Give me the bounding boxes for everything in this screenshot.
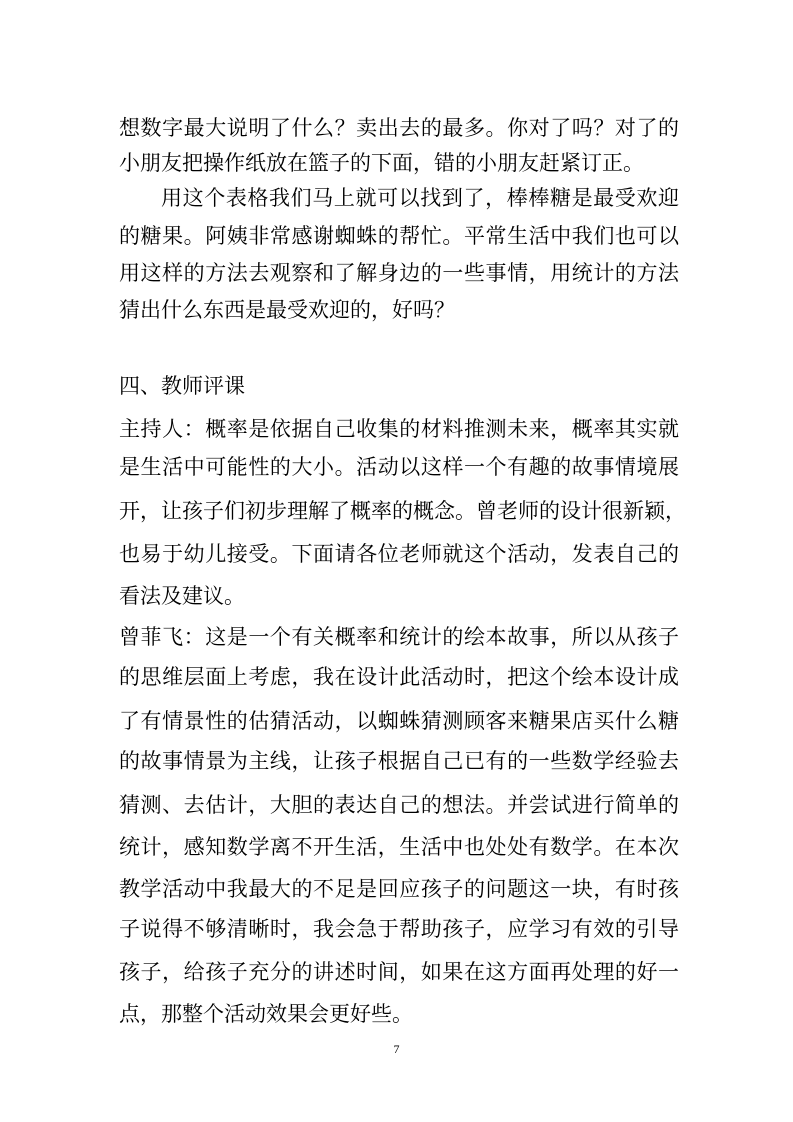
text-line: 的故事情景为主线，让孩子根据自己已有的一些数学经验去 (119, 749, 679, 773)
text-line: 用这个表格我们马上就可以找到了，棒棒糖是最受欢迎 (161, 186, 679, 210)
text-line: 曾菲飞：这是一个有关概率和统计的绘本故事，所以从孩子 (119, 625, 679, 649)
text-line: 用这样的方法去观察和了解身边的一些事情，用统计的方法 (119, 261, 679, 285)
text-line: 统计，感知数学离不开生活，生活中也处处有数学。在本次 (119, 835, 679, 859)
text-line: 主持人：概率是依据自己收集的材料推测未来，概率其实就 (119, 417, 679, 441)
text-line: 猜测、去估计，大胆的表达自己的想法。并尝试进行简单的 (119, 793, 679, 817)
section-heading: 四、教师评课 (119, 374, 245, 398)
text-line: 猜出什么东西是最受欢迎的，好吗？ (119, 298, 455, 322)
text-line: 了有情景性的估猜活动，以蜘蛛猜测顾客来糖果店买什么糖 (119, 709, 679, 733)
text-line: 是生活中可能性的大小。活动以这样一个有趣的故事情境展 (119, 455, 679, 479)
text-line: 想数字最大说明了什么？卖出去的最多。你对了吗？对了的 (119, 116, 679, 140)
text-line: 小朋友把操作纸放在篮子的下面，错的小朋友赶紧订正。 (119, 151, 644, 175)
text-line: 也易于幼儿接受。下面请各位老师就这个活动，发表自己的 (119, 542, 679, 566)
text-line: 教学活动中我最大的不足是回应孩子的问题这一块，有时孩 (119, 877, 679, 901)
text-line: 看法及建议。 (119, 584, 245, 608)
text-line: 的思维层面上考虑，我在设计此活动时，把这个绘本设计成 (119, 665, 679, 689)
text-line: 孩子，给孩子充分的讲述时间，如果在这方面再处理的好一 (119, 960, 679, 984)
text-line: 开，让孩子们初步理解了概率的概念。曾老师的设计很新颖， (119, 499, 686, 523)
text-line: 点，那整个活动效果会更好些。 (119, 1002, 413, 1026)
page-number: 7 (393, 1042, 400, 1056)
text-line: 的糖果。阿姨非常感谢蜘蛛的帮忙。平常生活中我们也可以 (119, 224, 679, 248)
text-line: 子说得不够清晰时，我会急于帮助孩子，应学习有效的引导 (119, 917, 679, 941)
